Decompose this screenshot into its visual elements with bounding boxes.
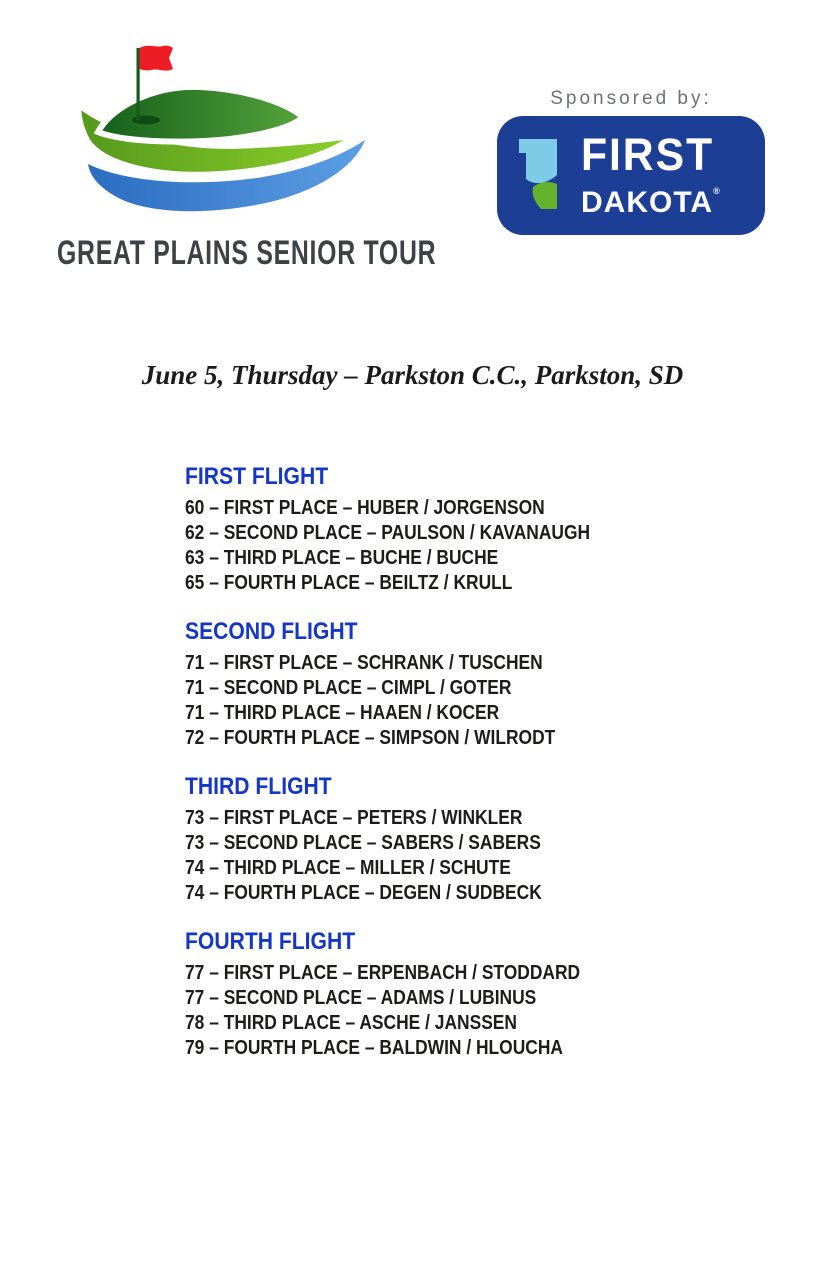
result-line: 77 – SECOND PLACE – ADAMS / LUBINUS: [185, 987, 537, 1009]
flag-pole-shape: [137, 48, 140, 120]
result-line: 60 – FIRST PLACE – HUBER / JORGENSON: [185, 497, 545, 519]
result-line: 71 – THIRD PLACE – HAAEN / KOCER: [185, 702, 500, 724]
red-flag-icon: [140, 46, 174, 71]
brand-line-dakota: DAKOTA®: [581, 186, 720, 219]
mark-green-shape: [533, 182, 557, 209]
flight-title: THIRD FLIGHT: [185, 773, 332, 800]
result-line: 65 – FOURTH PLACE – BEILTZ / KRULL: [185, 572, 513, 594]
result-line: 63 – THIRD PLACE – BUCHE / BUCHE: [185, 547, 499, 569]
result-line: 71 – FIRST PLACE – SCHRANK / TUSCHEN: [185, 652, 543, 674]
result-line: 62 – SECOND PLACE – PAULSON / KAVANAUGH: [185, 522, 591, 544]
brand-line-first: FIRST: [581, 129, 714, 180]
flight-results: [185, 464, 651, 1084]
tour-wordmark: GREAT PLAINS SENIOR TOUR: [57, 234, 437, 272]
result-line: 73 – SECOND PLACE – SABERS / SABERS: [185, 832, 541, 854]
result-line: 77 – FIRST PLACE – ERPENBACH / STODDARD: [185, 962, 581, 984]
mark-lightblue-shape: [519, 139, 557, 183]
golf-hole-shape: [132, 116, 160, 125]
first-dakota-wordmark: [581, 129, 721, 219]
flight-section: [185, 464, 651, 596]
registered-trademark-icon: ®: [713, 186, 720, 196]
result-line: 79 – FOURTH PLACE – BALDWIN / HLOUCHA: [185, 1037, 563, 1059]
event-date-heading: June 5, Thursday – Parkston C.C., Parkston, SD: [141, 360, 684, 390]
first-dakota-logo: [497, 116, 765, 235]
flight-section: [185, 929, 651, 1061]
first-dakota-mark-icon: [519, 139, 569, 213]
result-line: 74 – THIRD PLACE – MILLER / SCHUTE: [185, 857, 511, 879]
golf-green-hill-shape: [98, 87, 303, 142]
result-line: 78 – THIRD PLACE – ASCHE / JANSSEN: [185, 1012, 517, 1034]
result-line: 73 – FIRST PLACE – PETERS / WINKLER: [185, 807, 523, 829]
flight-title: FIRST FLIGHT: [185, 463, 329, 490]
result-line: 71 – SECOND PLACE – CIMPL / GOTER: [185, 677, 512, 699]
sponsored-by-label: Sponsored by:: [550, 88, 712, 109]
flight-title: SECOND FLIGHT: [185, 618, 358, 645]
result-line: 72 – FOURTH PLACE – SIMPSON / WILRODT: [185, 727, 556, 749]
flight-section: [185, 774, 651, 906]
result-line: 74 – FOURTH PLACE – DEGEN / SUDBECK: [185, 882, 542, 904]
golf-course-logo-icon: [60, 38, 390, 238]
flight-title: FOURTH FLIGHT: [185, 928, 356, 955]
flight-section: [185, 619, 651, 751]
